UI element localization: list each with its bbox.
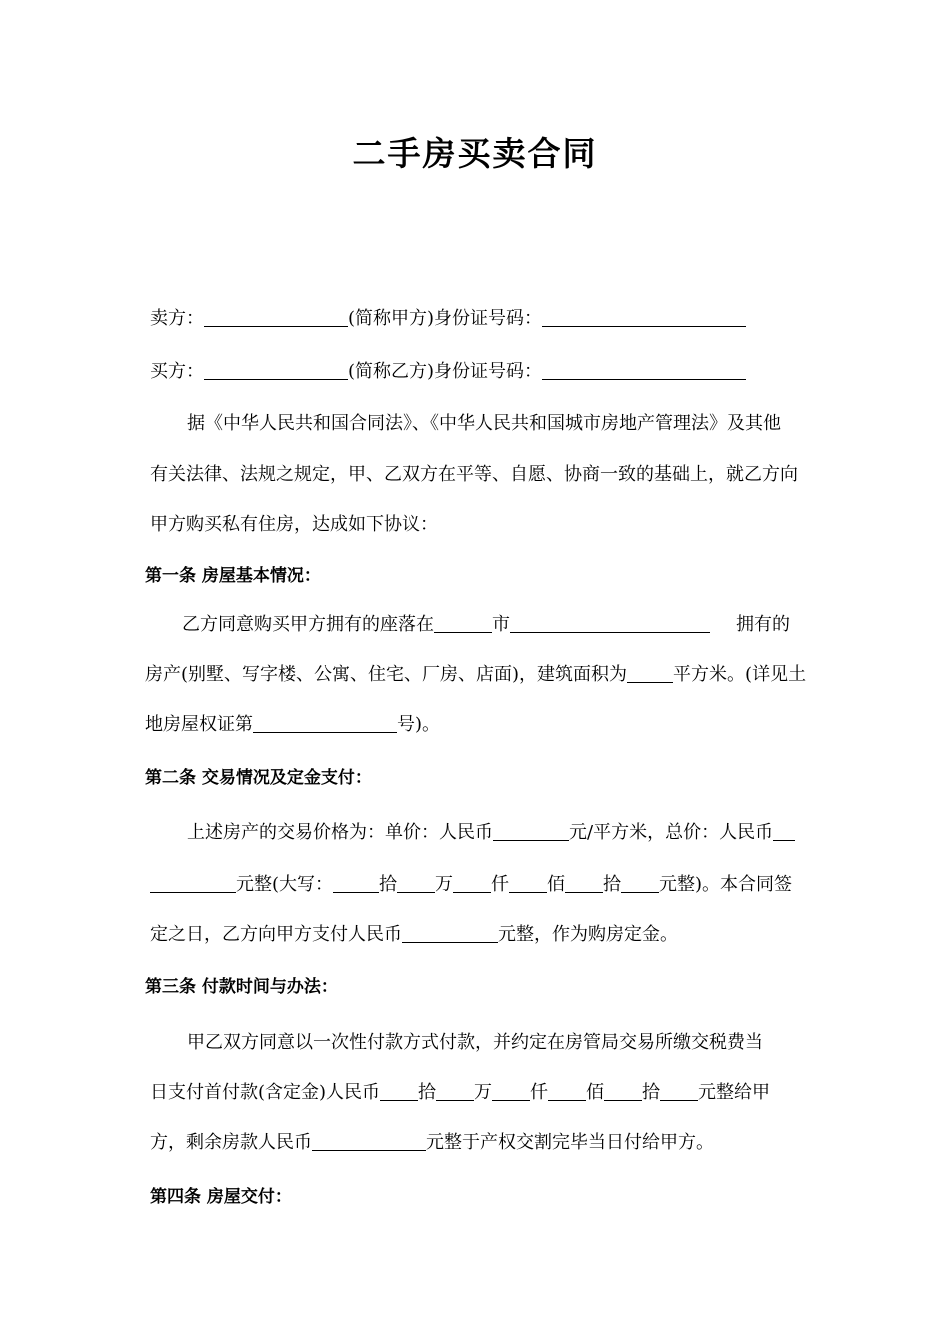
text-segment: 拾 bbox=[418, 1082, 437, 1103]
article-1-line-3 bbox=[145, 712, 440, 738]
seller-id-blank bbox=[542, 308, 746, 327]
article-3-line-2 bbox=[150, 1080, 770, 1106]
text-segment: 拥有的 bbox=[736, 614, 790, 635]
unit-price-blank bbox=[493, 822, 569, 841]
amount-blank bbox=[604, 1082, 642, 1101]
article-2-heading: 第二条 交易情况及定金支付： bbox=[145, 768, 372, 788]
article-3-line-1: 甲乙双方同意以一次性付款方式付款，并约定在房管局交易所缴交税费当 bbox=[187, 1032, 763, 1053]
amount-blank bbox=[397, 874, 435, 893]
amount-blank bbox=[453, 874, 491, 893]
amount-blank bbox=[436, 1082, 474, 1101]
seller-suffix: (简称甲方)身份证号码： bbox=[348, 308, 543, 329]
text-segment: 平方米。(详见土 bbox=[673, 664, 807, 685]
text-segment: 元整(大写： bbox=[236, 874, 334, 895]
buyer-name-blank bbox=[204, 361, 348, 380]
total-price-blank bbox=[150, 874, 236, 893]
amount-blank bbox=[660, 1082, 698, 1101]
text-segment: 元整)。本合同签 bbox=[659, 874, 793, 895]
amount-blank bbox=[333, 874, 379, 893]
seller-line bbox=[150, 306, 746, 332]
city-blank bbox=[434, 614, 492, 633]
amount-blank bbox=[548, 1082, 586, 1101]
text-segment: 万 bbox=[435, 874, 454, 895]
text-segment: 方，剩余房款人民币 bbox=[150, 1132, 312, 1153]
article-2-line-3 bbox=[150, 922, 678, 948]
article-3-line-3 bbox=[150, 1130, 714, 1156]
buyer-label: 买方： bbox=[150, 361, 204, 382]
text-segment: 地房屋权证第 bbox=[145, 714, 253, 735]
article-2-line-1 bbox=[187, 820, 795, 846]
article-1-heading: 第一条 房屋基本情况： bbox=[145, 566, 321, 586]
text-segment: 佰 bbox=[547, 874, 566, 895]
text-segment: 万 bbox=[474, 1082, 493, 1103]
text-segment: 乙方同意购买甲方拥有的座落在 bbox=[182, 614, 434, 635]
text-segment: 拾 bbox=[603, 874, 622, 895]
article-3-heading: 第三条 付款时间与办法： bbox=[145, 977, 338, 997]
amount-blank bbox=[380, 1082, 418, 1101]
text-segment: 日支付首付款(含定金)人民币 bbox=[150, 1082, 381, 1103]
article-4-heading: 第四条 房屋交付： bbox=[150, 1187, 292, 1207]
certificate-number-blank bbox=[253, 714, 397, 733]
buyer-suffix: (简称乙方)身份证号码： bbox=[348, 361, 543, 382]
text-segment: 定之日，乙方向甲方支付人民币 bbox=[150, 924, 402, 945]
buyer-line bbox=[150, 359, 746, 385]
text-segment: 仟 bbox=[530, 1082, 549, 1103]
text-segment: 房产(别墅、写字楼、公寓、住宅、厂房、店面)，建筑面积为 bbox=[145, 664, 628, 685]
text-segment: 元/平方米，总价：人民币 bbox=[569, 822, 774, 843]
total-price-blank-start bbox=[773, 822, 795, 841]
deposit-blank bbox=[402, 924, 498, 943]
text-segment: 市 bbox=[492, 614, 510, 635]
text-segment: 元整给甲 bbox=[698, 1082, 771, 1103]
article-2-line-2 bbox=[150, 872, 792, 898]
area-blank bbox=[627, 664, 673, 683]
amount-blank bbox=[621, 874, 659, 893]
text-segment: 拾 bbox=[642, 1082, 661, 1103]
seller-label: 卖方： bbox=[150, 308, 204, 329]
article-1-line-1 bbox=[182, 612, 790, 638]
amount-blank bbox=[509, 874, 547, 893]
text-segment: 拾 bbox=[379, 874, 398, 895]
address-blank bbox=[510, 614, 710, 633]
buyer-id-blank bbox=[542, 361, 746, 380]
text-segment: 元整于产权交割完毕当日付给甲方。 bbox=[426, 1132, 714, 1153]
remaining-amount-blank bbox=[312, 1132, 426, 1151]
page-title: 二手房买卖合同 bbox=[352, 134, 598, 173]
text-segment: 元整，作为购房定金。 bbox=[498, 924, 678, 945]
seller-name-blank bbox=[204, 308, 348, 327]
preamble-line-3: 甲方购买私有住房，达成如下协议： bbox=[150, 514, 438, 535]
text-segment: 仟 bbox=[491, 874, 510, 895]
article-1-line-2 bbox=[145, 662, 806, 688]
text-segment: 号)。 bbox=[397, 714, 441, 735]
amount-blank bbox=[492, 1082, 530, 1101]
text-segment: 上述房产的交易价格为：单价：人民币 bbox=[187, 822, 493, 843]
preamble-line-2: 有关法律、法规之规定，甲、乙双方在平等、自愿、协商一致的基础上，就乙方向 bbox=[150, 464, 798, 485]
text-segment: 佰 bbox=[586, 1082, 605, 1103]
amount-blank bbox=[565, 874, 603, 893]
preamble-line-1: 据《中华人民共和国合同法》、《中华人民共和国城市房地产管理法》及其他 bbox=[187, 413, 781, 434]
